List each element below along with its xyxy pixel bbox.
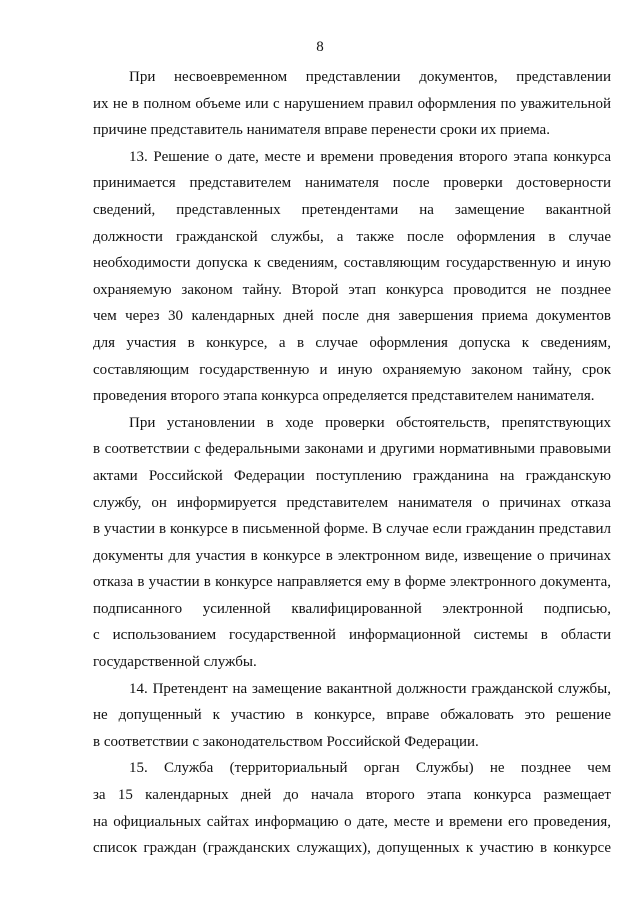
text-line: на официальных сайтах информацию о дате, месте и времени его проведения, bbox=[93, 813, 611, 830]
text-line: охраняемую законом тайну. Второй этап конкурса проводится не позднее bbox=[93, 281, 611, 298]
text-line: службу, он информируется представителем нанимателя о причинах отказа bbox=[93, 494, 611, 511]
text-line: государственной службы. bbox=[93, 654, 257, 671]
text-line: При установлении в ходе проверки обстоятельств, препятствующих bbox=[129, 414, 611, 431]
text-line: в соответствии с законодательством Российской Федерации. bbox=[93, 733, 479, 750]
text-line: с использованием государственной информационной системы в области bbox=[93, 627, 611, 644]
paragraph-documents-deadline bbox=[93, 64, 611, 144]
text-line: чем через 30 календарных дней после дня завершения приема документов bbox=[93, 308, 611, 325]
text-line: подписанного усиленной квалифицированной электронной подписью, bbox=[93, 600, 611, 617]
text-line: причине представитель нанимателя вправе перенести сроки их приема. bbox=[93, 122, 550, 139]
text-line: список граждан (гражданских служащих), допущенных к участию в конкурсе bbox=[93, 840, 611, 857]
page-number: 8 bbox=[316, 39, 324, 55]
text-line: составляющим государственную и иную охраняемую законом тайну, срок bbox=[93, 361, 611, 378]
text-line: 14. Претендент на замещение вакантной должности гражданской службы, bbox=[129, 680, 611, 697]
text-line: необходимости допуска к сведениям, составляющим государственную и иную bbox=[93, 255, 611, 272]
text-line: не допущенный к участию в конкурсе, вправе обжаловать это решение bbox=[93, 707, 611, 724]
text-line: актами Российской Федерации поступлению гражданина на гражданскую bbox=[93, 467, 611, 484]
text-line: 13. Решение о дате, месте и времени проведения второго этапа конкурса bbox=[129, 148, 611, 165]
paragraph-15 bbox=[93, 755, 611, 861]
text-line: за 15 календарных дней до начала второго этапа конкурса размещает bbox=[93, 787, 611, 804]
text-line: 15. Служба (территориальный орган Службы) не позднее чем bbox=[129, 760, 611, 777]
text-line: документы для участия в конкурсе в электронном виде, извещение о причинах bbox=[93, 547, 611, 564]
text-line: сведений, представленных претендентами на замещение вакантной bbox=[93, 201, 611, 218]
text-line: должности гражданской службы, а также после оформления в случае bbox=[93, 228, 611, 245]
text-line: проведения второго этапа конкурса определяется представителем нанимателя. bbox=[93, 388, 595, 405]
text-line: в участии в конкурсе в письменной форме. В случае если гражданин представил bbox=[93, 521, 611, 538]
text-line: для участия в конкурсе, а в случае оформления допуска к сведениям, bbox=[93, 334, 611, 351]
paragraph-14 bbox=[93, 676, 611, 756]
text-line: их не в полном объеме или с нарушением правил оформления по уважительной bbox=[93, 95, 611, 112]
paragraph-13 bbox=[93, 144, 611, 410]
document-body bbox=[93, 64, 611, 862]
text-line: При несвоевременном представлении документов, представлении bbox=[129, 69, 611, 85]
text-line: отказа в участии в конкурсе направляется ему в форме электронного документа, bbox=[93, 574, 611, 591]
text-line: в соответствии с федеральными законами и другими нормативными правовыми bbox=[93, 441, 611, 458]
text-line: принимается представителем нанимателя после проверки достоверности bbox=[93, 175, 611, 192]
paragraph-refusal-notice bbox=[93, 410, 611, 676]
